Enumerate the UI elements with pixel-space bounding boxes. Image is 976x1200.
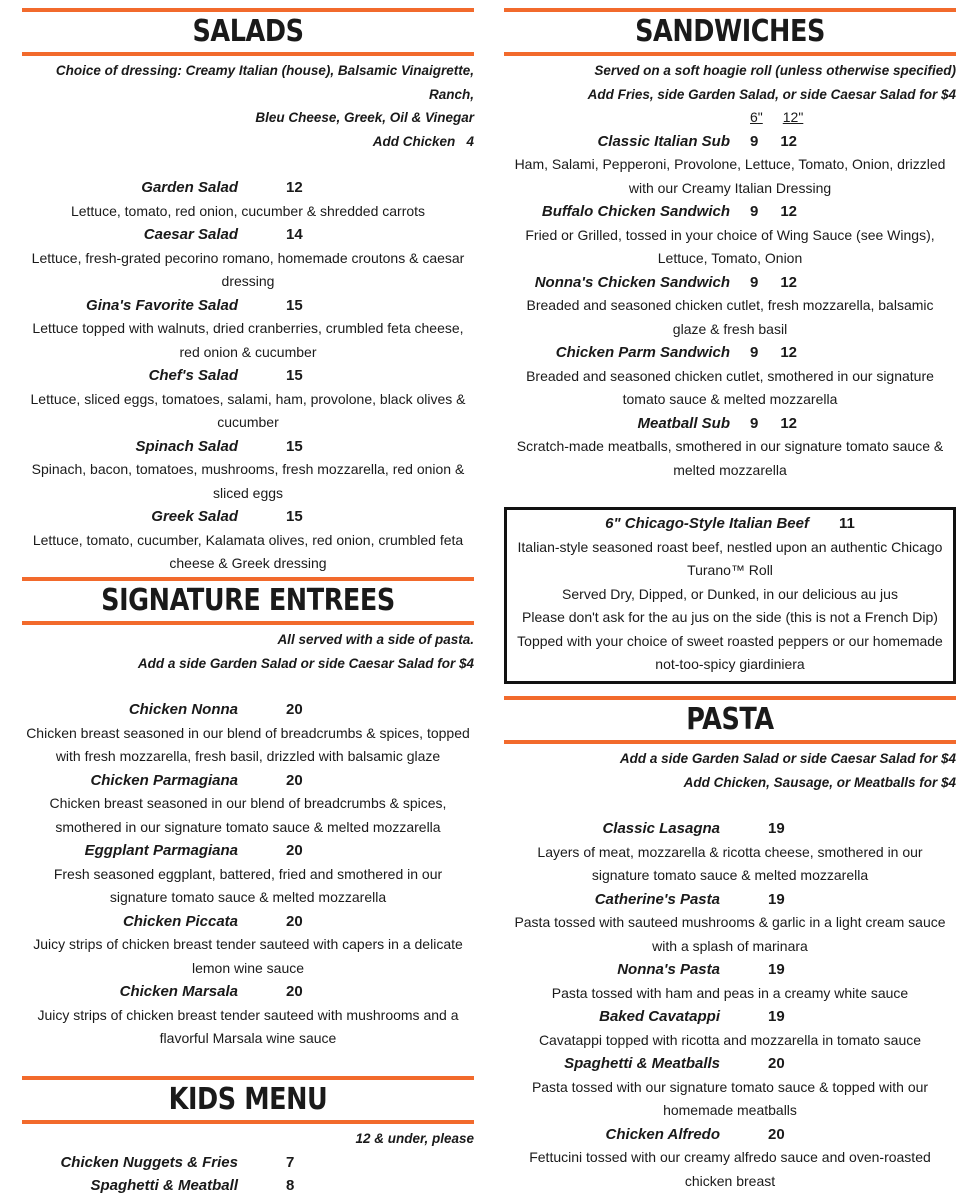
item-price-6: 9: [750, 132, 759, 150]
item-description: Layers of meat, mozzarella & ricotta cheese, smothered in our signature tomato sauce & melted mozzarella: [537, 843, 923, 883]
item-name: Spaghetti & Meatball: [90, 1177, 238, 1194]
menu-item: [504, 888, 956, 959]
item-price-12: 12: [780, 203, 798, 220]
item-name: Chicken Parmagiana: [90, 771, 238, 789]
menu-item: [504, 271, 956, 342]
item-price-6: 9: [750, 203, 759, 220]
item-name: 6" Chicago-Style Italian Beef: [605, 515, 809, 532]
item-price: 20: [286, 842, 303, 859]
item-price-6: 9: [750, 344, 759, 361]
item-name: Chicken Piccata: [122, 912, 238, 930]
beef-name-line: [513, 512, 947, 536]
item-price-12: 12: [780, 414, 798, 432]
item-name: Baked Cavatappi: [599, 1008, 720, 1025]
menu-item: [22, 1151, 474, 1175]
item-name: Classic Lasagna: [602, 820, 720, 837]
pasta-note-1: Add a side Garden Salad or side Caesar Salad for $4: [619, 751, 956, 766]
item-price: 20: [286, 771, 303, 789]
item-name: Chef's Salad: [148, 367, 238, 384]
item-name: Garden Salad: [141, 179, 238, 196]
kids-title: KIDS MENU: [168, 1082, 328, 1117]
menu-item: [504, 412, 956, 483]
kids-section: [22, 1076, 474, 1198]
menu-item: [22, 980, 474, 1051]
beef-line-2: Served Dry, Dipped, or Dunked, in our delicious au jus: [562, 585, 898, 602]
menu-item: [504, 1005, 956, 1052]
pasta-title: PASTA: [686, 702, 774, 737]
menu-item: [504, 1123, 956, 1194]
sandwiches-note-1: Served on a soft hoagie roll (unless otherwise specified): [594, 63, 956, 78]
item-price: 19: [768, 961, 785, 978]
item-price: 8: [286, 1177, 295, 1194]
item-name: Caesar Salad: [143, 226, 238, 243]
salads-header: [22, 8, 474, 56]
item-description: Lettuce topped with walnuts, dried cranberries, crumbled feta cheese, red onion & cucumber: [32, 320, 464, 360]
salads-title: SALADS: [192, 14, 304, 49]
menu-item: [22, 435, 474, 506]
item-price: 19: [768, 890, 785, 908]
item-name: Chicken Alfredo: [605, 1125, 720, 1143]
item-description: Lettuce, sliced eggs, tomatoes, salami, ham, provolone, black olives & cucumber: [30, 390, 466, 430]
menu-item: [22, 769, 474, 840]
item-price: 14: [286, 226, 303, 243]
item-price: 19: [768, 820, 785, 837]
item-price: 15: [286, 296, 303, 314]
item-name: Buffalo Chicken Sandwich: [541, 203, 730, 220]
item-price: 11: [838, 515, 855, 532]
item-description: Spinach, bacon, tomatoes, mushrooms, fresh mozzarella, red onion & sliced eggs: [31, 461, 465, 501]
item-name: Chicken Parm Sandwich: [555, 344, 730, 361]
item-price-6: 9: [750, 273, 759, 291]
item-name: Eggplant Parmagiana: [84, 842, 238, 859]
pasta-header: [504, 696, 956, 744]
item-price-12: 12: [780, 132, 798, 150]
menu-item: [504, 341, 956, 412]
item-description: Fresh seasoned eggplant, battered, fried and smothered in our signature tomato sauce & melted mozzarella: [53, 865, 443, 905]
salads-note-3: Add Chicken 4: [372, 133, 474, 149]
menu-item: [22, 910, 474, 981]
size-12: 12": [782, 109, 804, 125]
menu-item: [22, 176, 474, 223]
beef-line-3: Please don't ask for the au jus on the side (this is not a French Dip): [522, 609, 938, 625]
item-description: Cavatappi topped with ricotta and mozzarella in tomato sauce: [538, 1031, 922, 1048]
item-description: Pasta tossed with ham and peas in a creamy white sauce: [551, 984, 909, 1001]
kids-note: 12 & under, please: [355, 1131, 474, 1146]
item-description: Juicy strips of chicken breast tender sauteed with capers in a delicate lemon wine sauce: [33, 936, 463, 976]
item-price: 15: [286, 437, 303, 455]
item-name: Catherine's Pasta: [594, 890, 720, 908]
item-price: 20: [286, 701, 303, 718]
size-6: 6": [750, 109, 763, 125]
item-description: Scratch-made meatballs, smothered in our signature tomato sauce & melted mozzarella: [516, 438, 944, 478]
item-price-12: 12: [780, 273, 798, 291]
italian-beef-box: [504, 507, 956, 684]
sandwiches-header: [504, 8, 956, 56]
item-description: Juicy strips of chicken breast tender sauteed with mushrooms and a flavorful Marsala wine sauce: [37, 1006, 459, 1046]
item-description: Fettucini tossed with our creamy alfredo sauce and oven-roasted chicken breast: [529, 1149, 931, 1189]
item-name: Greek Salad: [151, 508, 238, 525]
beef-line-4: Topped with your choice of sweet roasted peppers or our homemade not-too-spicy giardiniera: [517, 632, 943, 672]
item-description: Ham, Salami, Pepperoni, Provolone, Lettuce, Tomato, Onion, drizzled with our Creamy Italian Dressing: [514, 156, 946, 196]
item-description: Pasta tossed with sauteed mushrooms & garlic in a light cream sauce with a splash of marinara: [514, 914, 946, 954]
item-price: 20: [768, 1125, 785, 1143]
kids-header: [22, 1076, 474, 1124]
item-price: 20: [286, 912, 303, 930]
sandwiches-title: SANDWICHES: [635, 14, 825, 49]
item-name: Gina's Favorite Salad: [86, 296, 238, 314]
menu-item: [504, 817, 956, 888]
menu-item: [22, 294, 474, 365]
pasta-section: [504, 696, 956, 1193]
menu-item: [22, 1174, 474, 1198]
item-price: 15: [286, 508, 303, 525]
entrees-note-1: All served with a side of pasta.: [277, 632, 474, 647]
item-price: 12: [286, 179, 303, 196]
item-price-12: 12: [780, 344, 798, 361]
item-price: 7: [286, 1153, 295, 1171]
item-name: Meatball Sub: [637, 414, 730, 432]
menu-item: [22, 364, 474, 435]
sandwiches-note-2: Add Fries, side Garden Salad, or side Caesar Salad for $4: [587, 86, 956, 102]
entrees-section: [22, 577, 474, 1051]
item-name: Nonna's Chicken Sandwich: [534, 273, 730, 291]
entrees-header: [22, 577, 474, 625]
item-description: Pasta tossed with our signature tomato sauce & topped with our homemade meatballs: [531, 1078, 929, 1118]
item-description: Chicken breast seasoned in our blend of breadcrumbs & spices, smothered in our signature tomato sauce & melted mozzarella: [49, 795, 447, 835]
salads-note-2: Bleu Cheese, Greek, Oil & Vinegar: [255, 110, 474, 125]
item-price: 19: [768, 1008, 785, 1025]
item-description: Lettuce, tomato, red onion, cucumber & shredded carrots: [70, 202, 426, 219]
item-description: Breaded and seasoned chicken cutlet, fresh mozzarella, balsamic glaze & fresh basil: [526, 297, 934, 337]
item-name: Chicken Marsala: [119, 983, 238, 1000]
entrees-note-2: Add a side Garden Salad or side Caesar Salad for $4: [137, 655, 474, 671]
salads-section: [22, 8, 474, 576]
menu-item: [22, 698, 474, 769]
item-name: Nonna's Pasta: [617, 961, 720, 978]
item-description: Breaded and seasoned chicken cutlet, smothered in our signature tomato sauce & melted mozzarella: [526, 367, 934, 407]
size-header: [504, 106, 956, 130]
sandwiches-section: [504, 8, 956, 482]
item-description: Chicken breast seasoned in our blend of breadcrumbs & spices, topped with fresh mozzarella, fresh basil, drizzled with balsamic glaze: [26, 724, 470, 764]
item-name: Spaghetti & Meatballs: [564, 1055, 720, 1072]
item-name: Chicken Nonna: [128, 701, 238, 718]
pasta-note-2: Add Chicken, Sausage, or Meatballs for $4: [683, 774, 956, 790]
item-name: Classic Italian Sub: [597, 132, 730, 150]
item-description: Fried or Grilled, tossed in your choice of Wing Sauce (see Wings), Lettuce, Tomato, Onion: [525, 226, 935, 266]
item-price: 20: [286, 983, 303, 1000]
salads-note-1: Choice of dressing: Creamy Italian (house), Balsamic Vinaigrette, Ranch,: [55, 63, 474, 102]
menu-item: [22, 839, 474, 910]
menu-item: [504, 130, 956, 201]
item-description: Lettuce, tomato, cucumber, Kalamata olives, red onion, crumbled feta cheese & Greek dressing: [32, 531, 464, 571]
item-price: 20: [768, 1055, 785, 1072]
menu-item: [504, 958, 956, 1005]
menu-item: [504, 200, 956, 271]
beef-line-1: Italian-style seasoned roast beef, nestled upon an authentic Chicago Turano™ Roll: [517, 538, 943, 578]
menu-item: [22, 505, 474, 576]
item-name: Spinach Salad: [135, 437, 238, 455]
entrees-title: SIGNATURE ENTREES: [101, 583, 395, 618]
item-price-6: 9: [750, 414, 759, 432]
item-price: 15: [286, 367, 303, 384]
item-description: Lettuce, fresh-grated pecorino romano, homemade croutons & caesar dressing: [31, 249, 465, 289]
menu-item: [22, 223, 474, 294]
menu-item: [504, 1052, 956, 1123]
item-name: Chicken Nuggets & Fries: [60, 1153, 238, 1171]
